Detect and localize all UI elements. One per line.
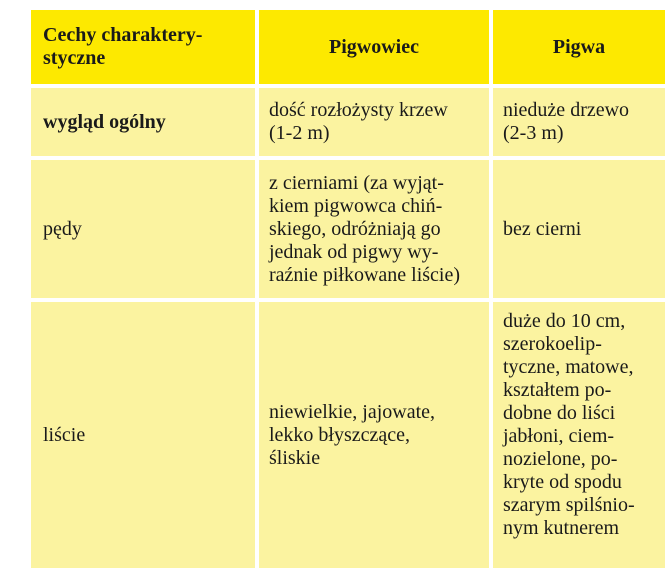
feature-cell: wygląd ogólny bbox=[31, 88, 255, 156]
pigwowiec-cell: niewielkie, jajowate, lekko błyszczące, śliskie bbox=[259, 302, 489, 568]
comparison-table-container bbox=[31, 10, 661, 562]
header-pigwowiec: Pigwowiec bbox=[259, 10, 489, 84]
comparison-table bbox=[27, 6, 666, 572]
feature-cell: pędy bbox=[31, 160, 255, 298]
table-row bbox=[31, 160, 665, 298]
feature-cell: liście bbox=[31, 302, 255, 568]
header-feature: Cechy charaktery- styczne bbox=[31, 10, 255, 84]
header-pigwa: Pigwa bbox=[493, 10, 665, 84]
pigwa-cell: nieduże drzewo (2-3 m) bbox=[493, 88, 665, 156]
table-row bbox=[31, 88, 665, 156]
pigwa-cell: bez cierni bbox=[493, 160, 665, 298]
pigwowiec-cell: z cierniami (za wyjąt- kiem pigwowca chiń- skiego, odróżniają go jednak od pigwy wy- raźnie piłkowane liście) bbox=[259, 160, 489, 298]
table-row bbox=[31, 302, 665, 568]
pigwa-cell: duże do 10 cm, szerokoelip- tyczne, matowe, kształtem po- dobne do liści jabłoni, ciem- nozielone, po- kryte od spodu szarym spilśnio- nym kutnerem bbox=[493, 302, 665, 568]
header-row bbox=[31, 10, 665, 84]
pigwowiec-cell: dość rozłożysty krzew (1-2 m) bbox=[259, 88, 489, 156]
